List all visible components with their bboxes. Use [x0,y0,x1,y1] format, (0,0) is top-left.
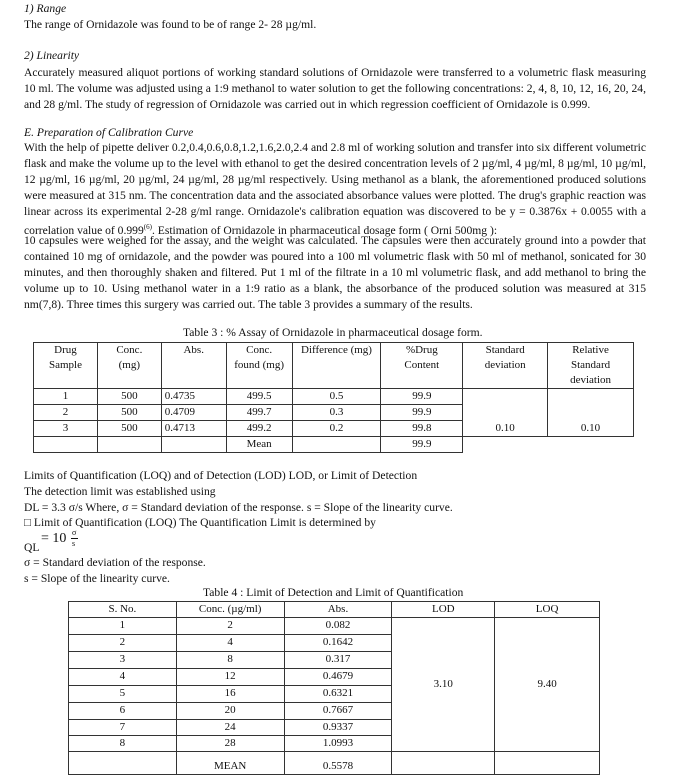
table-cell [495,752,600,775]
range-text: The range of Ornidazole was found to be of range 2- 28 µg/ml. [24,18,317,31]
table3-header: Conc. found (mg) [226,343,292,389]
detection-line3: DL = 3.3 σ/s Where, σ = Standard deviation of the response. s = Slope of the linearity curve. [24,501,453,514]
table-cell: 500 [97,405,161,421]
table3-rsd: 0.10 [548,389,634,437]
table4-header: Conc. (µg/ml) [176,602,284,618]
table-cell: 99.8 [381,421,463,437]
table4 [68,601,600,775]
table-cell [34,437,98,453]
table-cell: 8 [176,652,284,669]
table3-header-row [34,343,634,389]
ql-prefix: QL [24,541,40,554]
table-cell: 0.4735 [161,389,226,405]
range-heading: 1) Range [24,2,67,15]
table4-lod: 3.10 [392,618,495,752]
table-cell: 0.4709 [161,405,226,421]
table3-header: Drug Sample [34,343,98,389]
table-cell [392,752,495,775]
detection-line1: Limits of Quantification (LOQ) and of Detection (LOD) LOD, or Limit of Detection [24,469,418,482]
table3-header: Difference (mg) [292,343,381,389]
table-cell [69,752,177,775]
table-cell: 2 [34,405,98,421]
table4-header: LOD [392,602,495,618]
table-cell: 3 [69,652,177,669]
table-cell: 7 [69,720,177,736]
table-cell: 3 [34,421,98,437]
table-cell [292,437,381,453]
table-cell: 1.0993 [284,736,392,752]
table-cell: 0.6321 [284,686,392,703]
calibration-text-b: . Estimation of Ornidazole in pharmaceutical dosage form ( Orni 500mg ): [151,223,498,237]
table-cell: 99.9 [381,389,463,405]
table3-header: %Drug Content [381,343,463,389]
table-cell: 0.082 [284,618,392,635]
table4-mean-row [69,752,600,775]
table-cell: 16 [176,686,284,703]
table-cell: 12 [176,669,284,686]
table-cell: 0.4679 [284,669,392,686]
table-cell: 1 [69,618,177,635]
table-cell: 24 [176,720,284,736]
detection-line6: s = Slope of the linearity curve. [24,572,170,585]
table3-header: Abs. [161,343,226,389]
table-cell: 4 [176,635,284,652]
detection-line2: The detection limit was established using [24,485,216,498]
table-row [69,618,600,635]
table-cell: 99.9 [381,405,463,421]
table-cell: 8 [69,736,177,752]
ql-numerator: σ [72,528,77,537]
table4-header-row [69,602,600,618]
table-cell: 4 [69,669,177,686]
table-cell: 500 [97,421,161,437]
assay-text: 10 capsules were weighed for the assay, and the weight was calculated. The capsules were then accurately ground into a powder that contained 10 mg of ornidazole, and the powder was poured into a 100 ml volumetric flask with 50 ml of methanol, sonicated for 30 minutes, and then thoroughly shaken and filtered. Put 1 ml of the filtrate in a 10 ml volumetric flask, and add methanol to bring the volume up to 10. Using methanol water in a 1:9 ratio as a blank, the absorbance of the produced solution was measured at 315 nm(7,8). Three times this surgery was carried out. The table 3 provides a summary of the results. [24,234,646,311]
detection-line5: σ = Standard deviation of the response. [24,556,206,569]
table3-mean-value: 99.9 [381,437,463,453]
table-cell [161,437,226,453]
table-cell: 0.5 [292,389,381,405]
calibration-text [24,140,646,238]
table4-loq: 9.40 [495,618,600,752]
table3-header: Standard deviation [463,343,548,389]
table3-mean-label: Mean [226,437,292,453]
table3-sd: 0.10 [463,389,548,437]
table4-header: LOQ [495,602,600,618]
table-cell: 20 [176,703,284,720]
table-cell: 28 [176,736,284,752]
table-cell: 499.2 [226,421,292,437]
table3-header: Relative Standard deviation [548,343,634,389]
ql-denominator: s [72,539,76,548]
table-cell: 0.4713 [161,421,226,437]
table-cell [548,437,634,453]
linearity-text: Accurately measured aliquot portions of working standard solutions of Ornidazole were transferred to a volumetric flask measuring 10 ml. The volume was adjusted using a 1:9 methanol to water solution to get the following concentrations: 2, 4, 8, 10, 12, 16, 20, 24, and 28 g/ml. The study of regression of Ornidazole was carried out in which regression coefficient of Ornidazole is 0.999. [24,66,646,111]
table-cell: 0.317 [284,652,392,669]
detection-line4: □ Limit of Quantification (LOQ) The Quantification Limit is determined by [24,516,376,529]
table-row [34,389,634,405]
table-cell: 0.7667 [284,703,392,720]
table3-caption: Table 3 : % Assay of Ornidazole in pharmaceutical dosage form. [183,326,483,339]
table-cell: 0.1642 [284,635,392,652]
table-cell [97,437,161,453]
table4-header: S. No. [69,602,177,618]
table-cell: 2 [69,635,177,652]
table-cell: 500 [97,389,161,405]
calibration-text-a: With the help of pipette deliver 0.2,0.4,0.6,0.8,1.2,1.6,2.0,2.4 and 2.8 ml of working solution and transfer into six different volumetric flask and make the volume up to the level with ethanol to get the desired concentration levels of 2 µg/ml, 4 µg/ml, 8 µg/ml, 10 µg/ml, 12 µg/ml, 16 µg/ml, 20 µg/ml, 24 µg/ml, 28 µg/ml respectively. Using methanol as a blank, the aforementioned produced solutions were measured at 315 nm. The concentration data and the associated absorbance values were plotted. The drug's graphic reaction was linear across its experimental 2-28 g/ml range. Ornidazole's calibration equation was discovered to be y = 0.3876x + 0.0055 with a correlation value of 0.999 [24,141,646,237]
table-cell: 499.5 [226,389,292,405]
ql-formula [24,528,104,554]
table-cell: 1 [34,389,98,405]
citation-sup: (6) [143,222,152,231]
table-cell: 6 [69,703,177,720]
table4-mean-value: 0.5578 [284,752,392,775]
table3-header: Conc. (mg) [97,343,161,389]
table4-caption: Table 4 : Limit of Detection and Limit of Quantification [203,586,464,599]
calibration-heading: E. Preparation of Calibration Curve [24,126,194,139]
table-cell: 0.2 [292,421,381,437]
table4-mean-label: MEAN [176,752,284,775]
table3-mean-row [34,437,634,453]
table-cell [463,437,548,453]
table-cell: 0.9337 [284,720,392,736]
table-cell: 0.3 [292,405,381,421]
linearity-heading: 2) Linearity [24,49,80,62]
table3 [33,342,634,453]
table-cell: 5 [69,686,177,703]
table-cell: 499.7 [226,405,292,421]
ql-eq: = 10 [41,531,67,546]
table4-header: Abs. [284,602,392,618]
table-cell: 2 [176,618,284,635]
